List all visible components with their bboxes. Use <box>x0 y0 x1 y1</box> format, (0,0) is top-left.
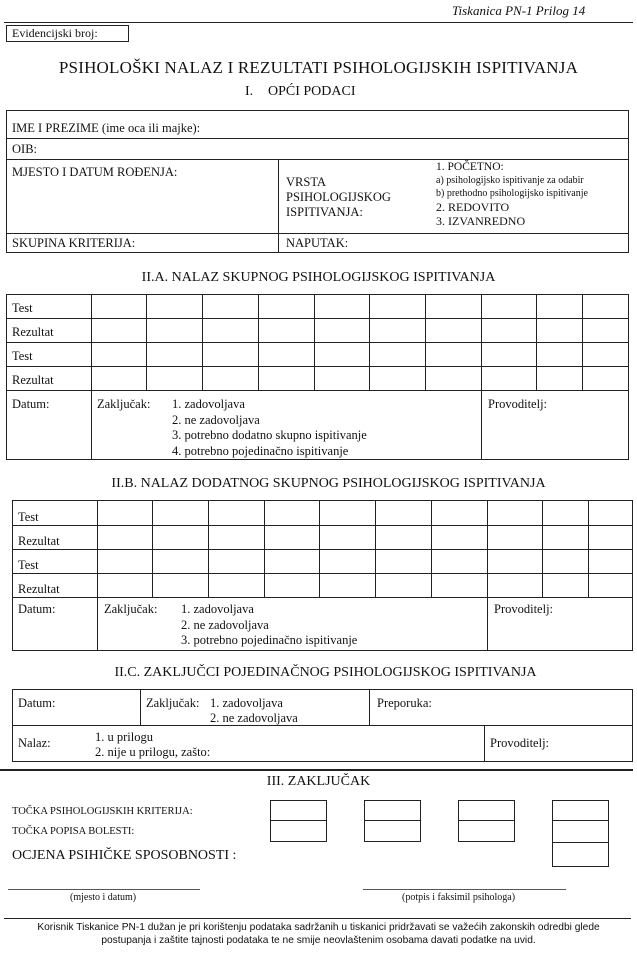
assessment-box[interactable] <box>552 800 609 867</box>
criteria-label[interactable]: SKUPINA KRITERIJA: <box>12 236 136 250</box>
conclusion-option[interactable]: 1. zadovoljava <box>210 696 283 710</box>
option-extraordinary[interactable]: 3. IZVANREDNO <box>436 214 526 228</box>
sectionA-title: II.A. NALAZ SKUPNOG PSIHOLOGIJSKOG ISPITIVANJA <box>141 270 496 285</box>
conclusion-option[interactable]: 4. potrebno pojedinačno ispitivanje <box>172 443 349 458</box>
conclusion-options <box>172 397 367 459</box>
conclusion-label: Zaključak: <box>97 397 151 411</box>
sectionC-title: II.C. ZAKLJUČCI POJEDINAČNOG PSIHOLOGIJSKOG ISPITIVANJA <box>114 665 537 680</box>
conclusion-option[interactable]: 2. ne zadovoljava <box>172 412 260 427</box>
criteria-code-box[interactable] <box>364 800 421 842</box>
rule <box>484 725 485 762</box>
rule <box>91 294 92 460</box>
section1-title: OPĆI PODACI <box>268 84 356 99</box>
rule <box>369 689 370 725</box>
rule <box>6 390 629 391</box>
rule <box>552 820 609 821</box>
conclusion-options <box>181 602 357 649</box>
rule <box>536 294 537 390</box>
rule <box>12 725 633 726</box>
header-rule <box>4 22 633 23</box>
rule <box>208 500 209 597</box>
rule <box>314 294 315 390</box>
footer-line: Korisnik Tiskanice PN-1 dužan je pri korištenju podataka sadržanih u tiskanici pridržavati se važećih zakonskih odredbi glede <box>37 922 600 933</box>
rule <box>431 500 432 597</box>
name-label[interactable]: IME I PREZIME (ime oca ili majke): <box>12 121 201 135</box>
conclusion-option[interactable]: 2. ne zadovoljava <box>210 710 298 725</box>
date-label[interactable]: Datum: <box>18 696 56 710</box>
conclusion-option[interactable]: 1. zadovoljava <box>172 397 245 411</box>
rule <box>6 138 629 139</box>
disease-point-label: TOČKA POPISA BOLESTI: <box>12 826 135 837</box>
rule <box>582 294 583 390</box>
provider-label[interactable]: Provoditelj: <box>494 602 554 616</box>
footer-rule <box>4 918 631 919</box>
rule <box>458 820 515 821</box>
type-line: PSIHOLOGIJSKOG <box>286 190 391 204</box>
provider-label[interactable]: Provoditelj: <box>490 736 550 750</box>
place-date-line[interactable] <box>8 889 200 890</box>
finding-option[interactable]: 1. u prilogu <box>95 730 153 744</box>
assessment-label: OCJENA PSIHIČKE SPOSOBNOSTI : <box>12 848 237 863</box>
exam-type-label <box>286 175 391 220</box>
rule <box>270 820 327 821</box>
recommendation-label[interactable]: Preporuka: <box>377 696 432 710</box>
rule <box>12 549 633 550</box>
rule <box>12 597 633 598</box>
evid-label: Evidencijski broj: <box>12 26 98 40</box>
rule <box>588 500 589 597</box>
row-label: Test <box>12 349 33 363</box>
rule <box>375 500 376 597</box>
rule <box>146 294 147 390</box>
exam-type-options <box>436 161 588 228</box>
conclusion-option[interactable]: 3. potrebno pojedinačno ispitivanje <box>181 633 358 647</box>
criteria-code-box[interactable] <box>458 800 515 842</box>
rule <box>202 294 203 390</box>
row-label: Test <box>12 301 33 315</box>
option-regular[interactable]: 2. REDOVITO <box>436 200 510 214</box>
option-initial-b[interactable]: b) prethodno psihologijsko ispitivanje <box>436 188 588 199</box>
rule <box>97 500 98 651</box>
place-date-label: (mjesto i datum) <box>70 892 137 903</box>
page-title: PSIHOLOŠKI NALAZ I REZULTATI PSIHOLOGIJSKIH ISPITIVANJA <box>58 58 579 77</box>
rule <box>481 294 482 460</box>
conclusion-option[interactable]: 3. potrebno dodatno skupno ispitivanje <box>172 428 367 442</box>
birth-label[interactable]: MJESTO I DATUM ROĐENJA: <box>12 165 178 179</box>
option-initial[interactable]: 1. POČETNO: <box>436 161 504 173</box>
finding-label: Nalaz: <box>18 736 51 750</box>
rule <box>552 842 609 843</box>
signature-line[interactable] <box>363 889 566 890</box>
conclusion-option[interactable]: 2. ne zadovoljava <box>181 617 269 632</box>
date-label[interactable]: Datum: <box>12 397 50 411</box>
rule <box>319 500 320 597</box>
rule <box>6 159 629 160</box>
conclusion-label: Zaključak: <box>104 602 158 616</box>
rule <box>152 500 153 597</box>
row-label: Rezultat <box>12 325 54 339</box>
footer-line: postupanja i zaštite tajnosti podataka te ne smije neovlaštenim osobama davati podatke na uvid. <box>101 935 536 946</box>
section3-rule <box>0 769 633 771</box>
rule <box>542 500 543 597</box>
finding-option[interactable]: 2. nije u prilogu, zašto: <box>95 744 211 759</box>
type-line: ISPITIVANJA: <box>286 205 363 219</box>
provider-label[interactable]: Provoditelj: <box>488 397 548 411</box>
rule <box>12 525 633 526</box>
criteria-point-label: TOČKA PSIHOLOGIJSKIH KRITERIJA: <box>12 806 193 817</box>
date-label[interactable]: Datum: <box>18 602 56 616</box>
conclusion-options <box>210 696 298 725</box>
option-initial-a[interactable]: a) psihologijsko ispitivanje za odabir <box>436 175 584 186</box>
conclusion-label: Zaključak: <box>146 696 200 710</box>
rule <box>6 233 629 234</box>
footer-notice <box>0 921 637 947</box>
sectionB-title: II.B. NALAZ DODATNOG SKUPNOG PSIHOLOGIJSKOG ISPITIVANJA <box>111 476 546 491</box>
rule <box>369 294 370 390</box>
form-id: Tiskanica PN-1 Prilog 14 <box>452 3 586 18</box>
rule <box>12 573 633 574</box>
section1-number: I. <box>245 84 254 99</box>
type-line: VRSTA <box>286 175 326 189</box>
rule <box>425 294 426 390</box>
rule <box>258 294 259 390</box>
criteria-code-box[interactable] <box>270 800 327 842</box>
rule <box>487 500 488 651</box>
rule <box>264 500 265 597</box>
rule <box>278 159 279 253</box>
finding-options <box>95 730 210 759</box>
row-label: Rezultat <box>18 582 60 596</box>
rule <box>140 689 141 725</box>
row-label: Test <box>18 510 39 524</box>
section3-title: III. ZAKLJUČAK <box>266 774 371 789</box>
row-label: Test <box>18 558 39 572</box>
referral-label[interactable]: NAPUTAK: <box>286 236 349 250</box>
row-label: Rezultat <box>18 534 60 548</box>
rule <box>364 820 421 821</box>
conclusion-option[interactable]: 1. zadovoljava <box>181 602 254 616</box>
oib-label[interactable]: OIB: <box>12 142 37 156</box>
signature-label: (potpis i faksimil psihologa) <box>402 892 516 903</box>
row-label: Rezultat <box>12 373 54 387</box>
